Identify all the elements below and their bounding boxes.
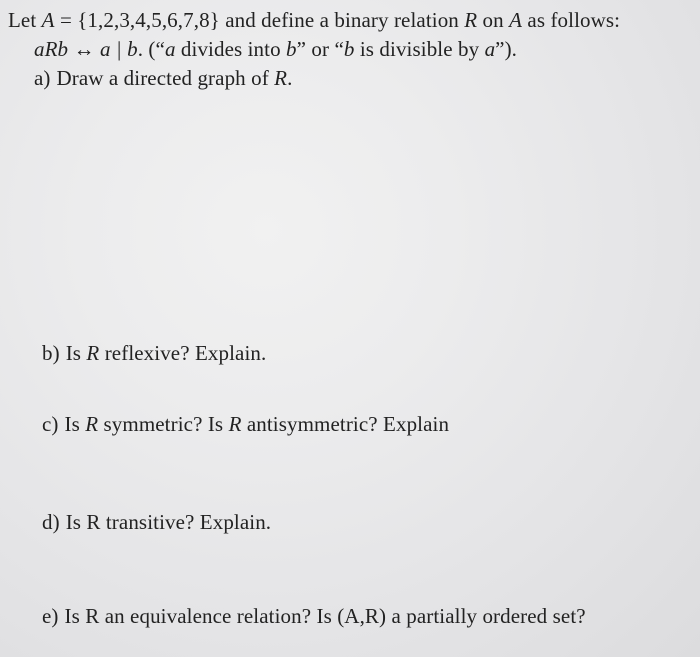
question-text: Is R an equivalence relation? Is (A,R) a partially ordered set? bbox=[64, 604, 586, 628]
question-text: Is R transitive? Explain. bbox=[65, 510, 272, 534]
iff-symbol: ↔ bbox=[68, 37, 100, 61]
question-text-mid: symmetric? Is bbox=[98, 412, 229, 436]
question-a bbox=[34, 66, 292, 90]
let-word: Let bbox=[8, 8, 37, 32]
question-text: Is bbox=[64, 412, 86, 436]
question-var-2: R bbox=[228, 412, 242, 436]
question-d bbox=[42, 510, 271, 534]
question-label: a) bbox=[34, 66, 51, 90]
definition-text-4: is divisible by bbox=[354, 37, 485, 61]
question-label: e) bbox=[42, 604, 59, 628]
set-elements: {1,2,3,4,5,6,7,8} bbox=[77, 8, 220, 32]
problem-intro bbox=[8, 8, 620, 32]
question-label: d) bbox=[42, 510, 60, 534]
definition-rhs: a | b bbox=[99, 37, 138, 61]
intro-text-1: and define a binary relation bbox=[219, 8, 465, 32]
question-text-end: . bbox=[287, 66, 293, 90]
definition-text-1: . (“ bbox=[137, 37, 165, 61]
question-label: c) bbox=[42, 412, 59, 436]
question-var: R bbox=[86, 341, 100, 365]
definition-text-5: ”). bbox=[495, 37, 518, 61]
definition-var-a: a bbox=[164, 37, 176, 61]
question-text: Is bbox=[65, 341, 87, 365]
intro-text-2: on bbox=[477, 8, 510, 32]
question-c bbox=[42, 412, 449, 436]
definition-var-b-2: b bbox=[343, 37, 355, 61]
question-label: b) bbox=[42, 341, 60, 365]
question-text: Draw a directed graph of bbox=[56, 66, 275, 90]
relation-name: R bbox=[464, 8, 478, 32]
definition-var-a-2: a bbox=[484, 37, 496, 61]
set-name-2: A bbox=[509, 8, 523, 32]
set-name: A bbox=[41, 8, 55, 32]
question-var: R bbox=[85, 412, 99, 436]
question-text-end: reflexive? Explain. bbox=[99, 341, 267, 365]
definition-lhs: aRb bbox=[34, 37, 69, 61]
equals-sign: = bbox=[54, 8, 78, 32]
question-text-end: antisymmetric? Explain bbox=[241, 412, 450, 436]
question-var: R bbox=[274, 66, 288, 90]
definition-text-3: ” or “ bbox=[296, 37, 344, 61]
question-e bbox=[42, 604, 586, 628]
definition-var-b: b bbox=[286, 37, 297, 61]
definition-text-2: divides into bbox=[175, 37, 287, 61]
question-b bbox=[42, 341, 266, 365]
intro-text-3: as follows: bbox=[522, 8, 621, 32]
relation-definition bbox=[34, 37, 517, 61]
